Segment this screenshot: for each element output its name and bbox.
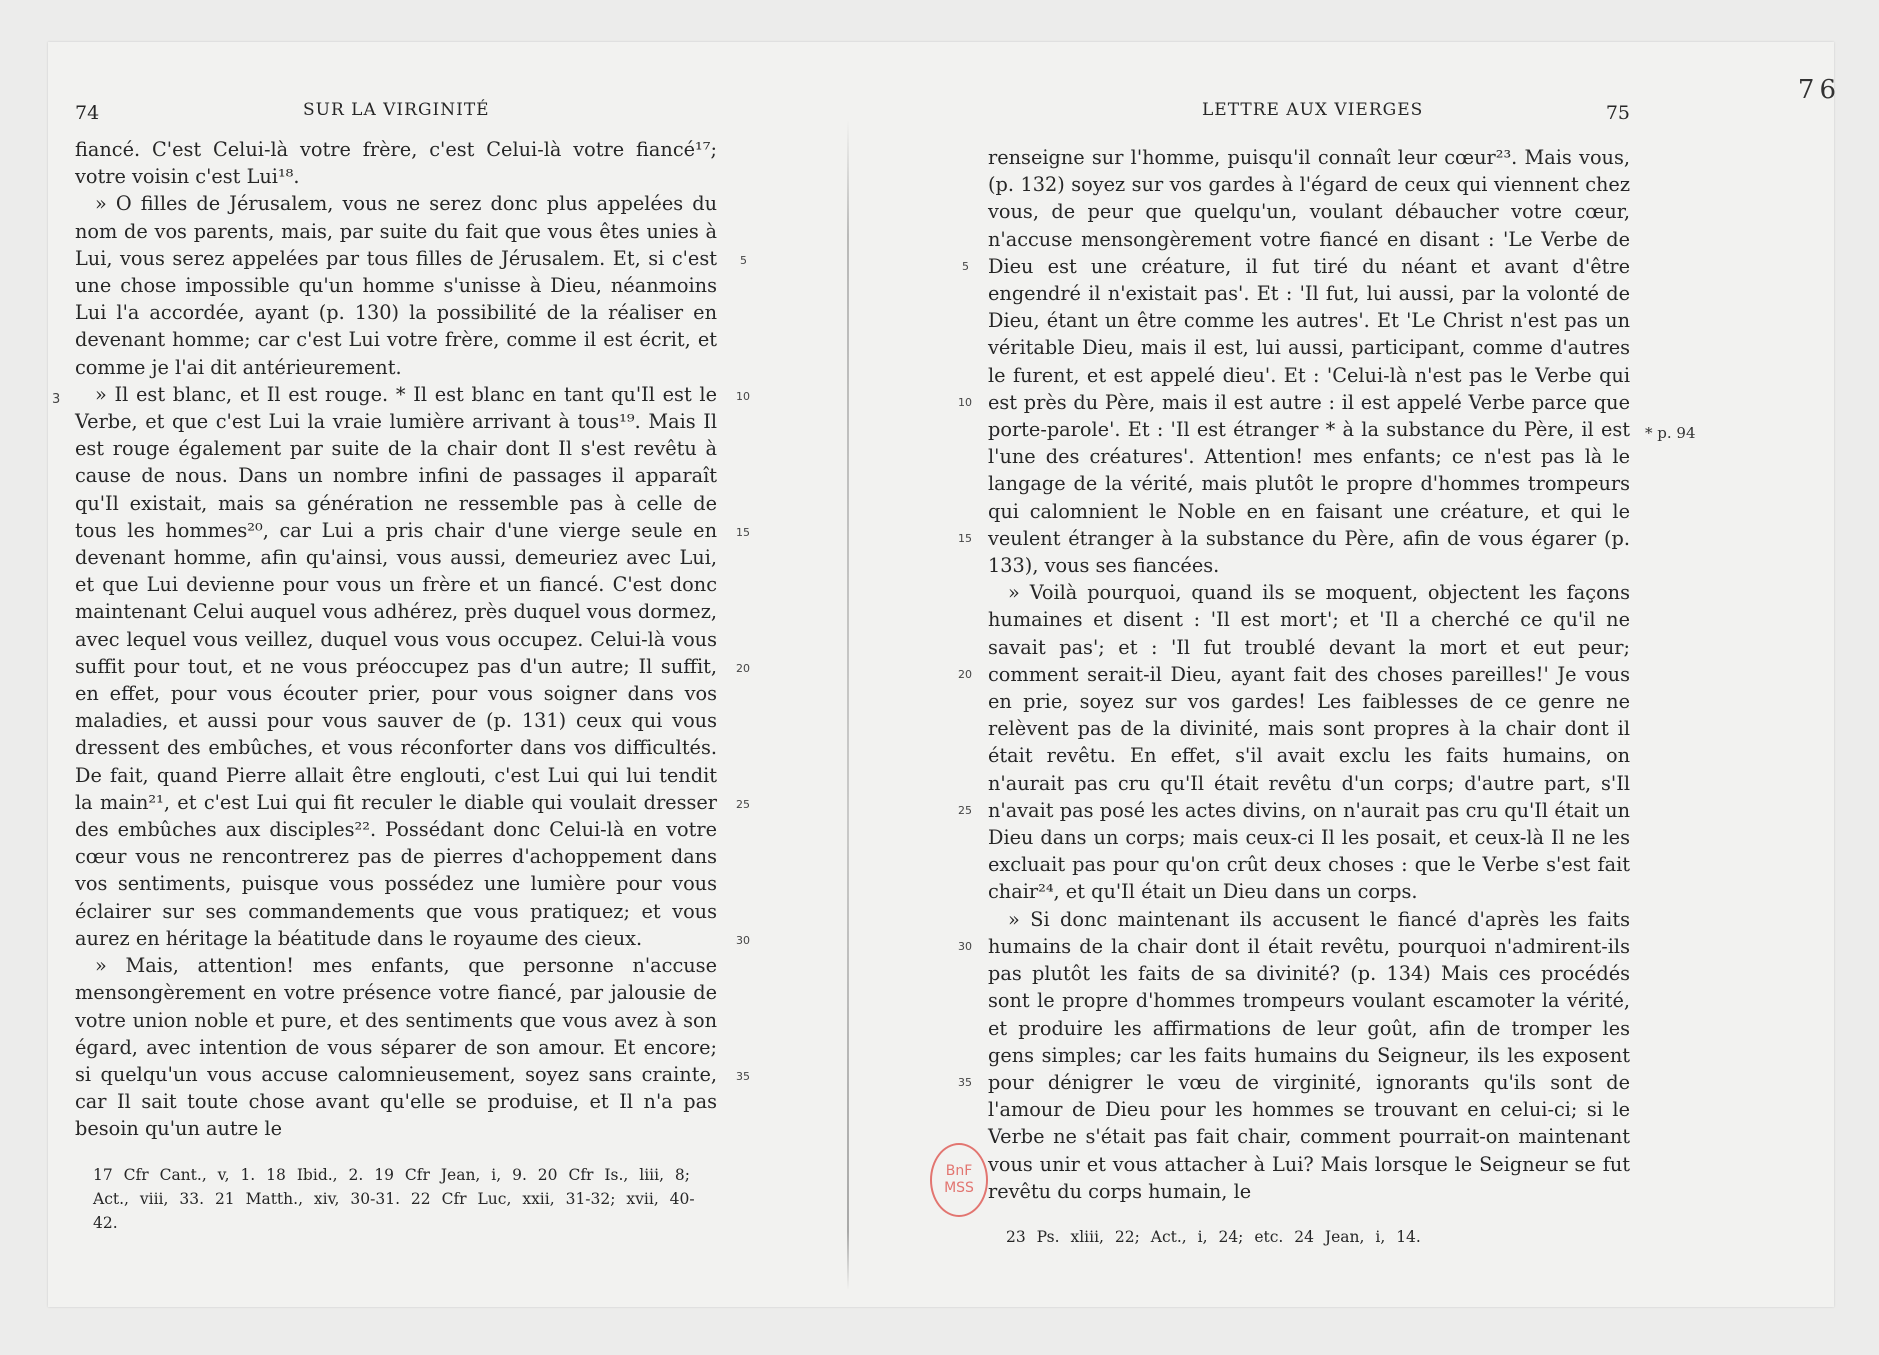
right-page-header [988,98,1630,136]
right-paragraph-3: » Si donc maintenant ils accusent le fiancé d'après les faits humains de la chair dont il était revêtu, pourquoi n'admirent-ils pas plutôt les faits de sa divinité? (p. 134) Mais ces procédés sont le propre d'hommes trompeurs voulant escamoter la vérité, et produire les affirmations de leur goût, afin de tromper les gens simples; car les faits humains du Seigneur, ils les exposent pour dénigrer le vœu de virginité, ignorants qu'ils sont de l'amour de Dieu pour les hommes se trouvant en celui-ci; si le Verbe ne s'était pas fait chair, comment pourrait-on maintenant vous unir et vous attacher à Lui? Mais lorsque le Seigneur se fut revêtu du corps humain, le [988,907,1630,1203]
library-stamp [930,1143,988,1217]
left-page [75,98,717,1235]
left-paragraph-2: » O filles de Jérusalem, vous ne serez donc plus appelées du nom de vos parents, mais, par suite du fait que vous êtes unies à Lui, vous serez appelées par tous filles de Jérusalem. Et, si c'est une chose impossible qu'un homme s'unisse à Dieu, néanmoins Lui l'a accordée, ayant (p. 130) la possibilité de la réaliser en devenant homme; car c'est Lui votre frère, comme il est écrit, et comme je l'ai dit antérieurement. [75,192,717,379]
left-page-body [75,136,717,1143]
line-number: 30 [958,940,972,953]
right-paragraph-2: » Voilà pourquoi, quand ils se moquent, objectent les façons humaines et disent : 'Il est mort'; et 'Il a cherché ce qu'il ne savait pas'; et : 'Il fut troublé devant la mort et eut peur; comment serait-il Dieu, ayant fait des choses pareilles!' Je vous en prie, soyez sur vos gardes! Les faiblesses de ce genre ne relèvent pas de la divinité, mais sont propres à la chair dont il était revêtu. En effet, s'il avait exclu les faits humains, on n'aurait pas cru qu'Il était revêtu d'un corps; d'autre part, s'Il n'avait pas posé les actes divins, on n'aurait pas cru qu'Il était un Dieu dans un corps; mais ceux-ci Il les posait, et ceux-là Il ne les excluait pas pour qu'on crût deux choses : que le Verbe s'est fait chair²⁴, et qu'Il était un Dieu dans un corps. [988,581,1630,904]
line-number: 5 [740,254,747,267]
left-paragraph-1: fiancé. C'est Celui-là votre frère, c'est Celui-là votre fiancé¹⁷; votre voisin c'est Lui¹⁸. [75,138,717,189]
folio-number: 76 [1797,75,1841,105]
line-number: 25 [736,798,750,811]
footnote-line: 17 Cfr Cant., v, 1. 18 Ibid., 2. 19 Cfr Jean, i, 9. 20 Cfr Is., liii, 8; [93,1165,691,1184]
right-page [988,98,1630,1249]
line-number: 10 [736,390,750,403]
right-paragraph-1: renseigne sur l'homme, puisqu'il connaît leur cœur²³. Mais vous, (p. 132) soyez sur vos gardes à l'égard de ceux qui viennent chez vous, de peur que quelqu'un, voulant débaucher votre cœur, n'accuse mensongèrement votre fiancé en disant : 'Le Verbe de Dieu est une créature, il fut tiré du néant et avant d'être engendré il n'existait pas'. Et : 'Il fut, lui aussi, par la volonté de Dieu, étant un être comme les autres'. Et 'Le Christ n'est pas un véritable Dieu, mais il est, lui aussi, participant, comme d'autres le furent, et est appelé dieu'. Et : 'Celui-là n'est pas le Verbe qui est près du Père, mais il est autre : il est appelé Verbe parce que porte-parole'. Et : 'Il est étranger * à la substance du Père, il est l'une des créatures'. Attention! mes enfants; ce n'est pas là le langage de la vérité, mais plutôt le propre d'hommes trompeurs qui calomnient le Noble en en faisant une créature, et qui le veulent étranger à la substance du Père, afin de vous égarer (p. 133), vous ses fiancées. [988,146,1630,578]
line-number: 10 [958,396,972,409]
line-number: 20 [736,662,750,675]
left-page-number: 74 [75,102,100,124]
left-paragraph-4: » Mais, attention! mes enfants, que personne n'accuse mensongèrement en votre présence votre fiancé, par jalousie de votre union noble et pure, et des sentiments que vous avez à son égard, avec intention de vous séparer de son amour. Et encore; si quelqu'un vous accuse calomnieusement, soyez sans crainte, car Il sait toute chose avant qu'elle se produise, et Il n'a pas besoin qu'un autre le [75,954,717,1141]
line-number: 35 [958,1076,972,1089]
margin-note: * p. 94 [1645,424,1696,442]
line-number: 25 [958,804,972,817]
footnote-line: Act., viii, 33. 21 Matth., xiv, 30-31. 22 Cfr Luc, xxii, 31-32; xvii, 40-42. [93,1189,695,1232]
line-number: 35 [736,1070,750,1083]
right-page-body [988,144,1630,1205]
left-paragraph-3: » Il est blanc, et Il est rouge. * Il est blanc en tant qu'Il est le Verbe, et que c'est Lui la vraie lumière arrivant à tous¹⁹. Mais Il est rouge également par suite de la chair dont Il s'est revêtu à cause de nous. Dans un nombre infini de passages il apparaît qu'Il existait, mais sa génération ne ressemble pas à celle de tous les hommes²⁰, car Lui a pris chair d'une vierge seule en devenant homme, afin qu'ainsi, vous aussi, demeuriez avec Lui, et que Lui devienne pour vous un frère et un fiancé. C'est donc maintenant Celui auquel vous adhérez, près duquel vous dormez, avec lequel vous veillez, duquel vous vous occupez. Celui-là vous suffit pour tout, et ne vous préoccupez pas d'un autre; Il suffit, en effet, pour vous écouter prier, pour vous soigner dans vos maladies, et aussi pour vous sauver de (p. 131) ceux qui vous dressent des embûches, et vous réconforter dans vos difficultés. De fait, quand Pierre allait être englouti, c'est Lui qui lui tendit la main²¹, et c'est Lui qui fit reculer le diable qui voulait dresser des embûches aux disciples²². Possédant donc Celui-là en votre cœur vous ne rencontrerez pas de pierres d'achoppement dans vos sentiments, puisque vous possédez une lumière pour vous éclairer sur ses commandements que vous pratiquez; et vous aurez en héritage la béatitude dans le royaume des cieux. [75,382,717,950]
left-margin-number: 3 [52,392,61,407]
right-page-number: 75 [1605,102,1630,124]
right-footnotes [988,1225,1630,1249]
left-page-header [75,98,717,136]
footnote-line: 23 Ps. xliii, 22; Act., i, 24; etc. 24 Jean, i, 14. [1006,1227,1421,1246]
line-number: 30 [736,934,750,947]
line-number: 20 [958,668,972,681]
left-footnotes [75,1163,717,1235]
stamp-line: MSS [944,1180,974,1196]
left-running-title: SUR LA VIRGINITÉ [303,100,490,120]
right-running-title: LETTRE AUX VIERGES [1202,100,1424,120]
line-number: 15 [736,526,750,539]
line-number: 15 [958,532,972,545]
stamp-line: BnF [945,1163,973,1179]
book-gutter [847,120,849,1290]
line-number: 5 [962,260,969,273]
